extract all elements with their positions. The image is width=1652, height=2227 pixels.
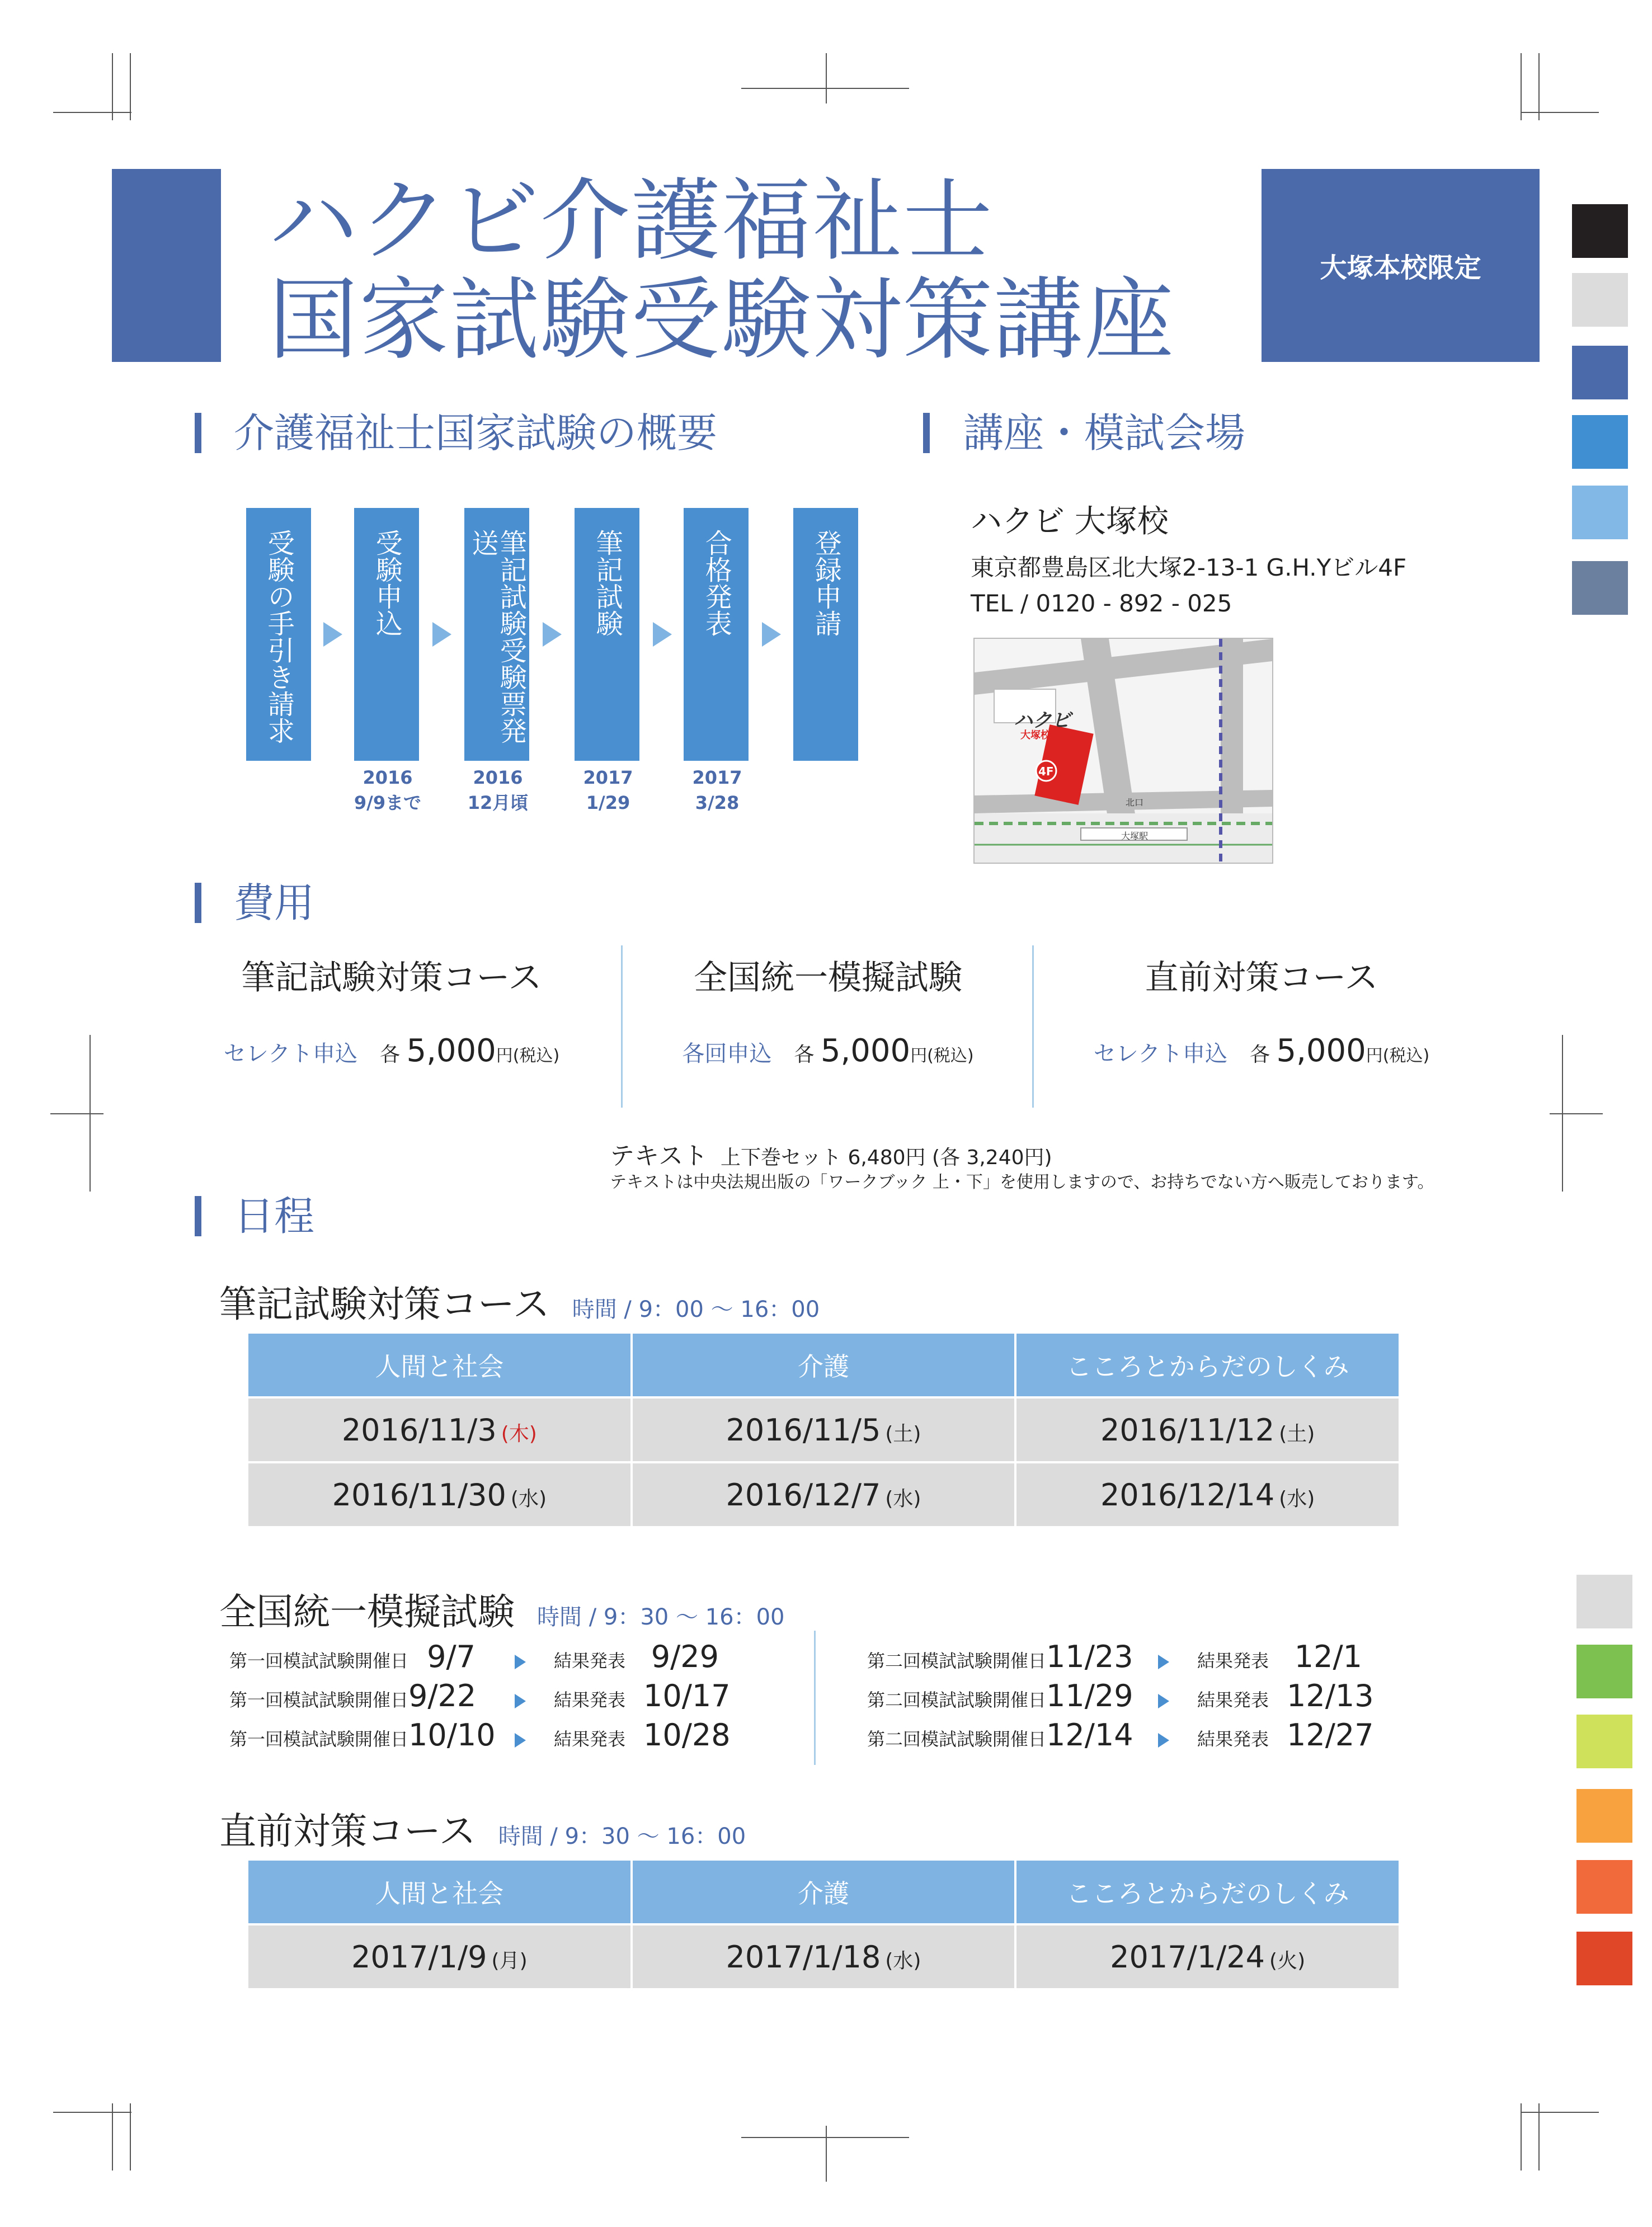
- table-header: こころとからだのしくみ: [1016, 1861, 1399, 1923]
- flow-step-date: 2017 3/28: [692, 767, 742, 813]
- swatch: [1576, 1715, 1632, 1768]
- table-cell: 2017/1/18 (水): [633, 1925, 1015, 1988]
- swatch: [1572, 561, 1628, 615]
- flow-step: 筆記試験受験票発送: [464, 508, 529, 761]
- swatch: [1572, 346, 1628, 399]
- flow-step-date: 2016 12月頃: [467, 767, 529, 813]
- flow-arrow: [762, 622, 781, 647]
- section-marker: [923, 413, 930, 453]
- campus-badge: 大塚本校限定: [1262, 169, 1540, 362]
- flow-arrow: [323, 622, 342, 647]
- table-cell: 2017/1/24 (火): [1016, 1925, 1399, 1988]
- map-exit-label: 北口: [1126, 797, 1144, 808]
- cost-heading: 費用: [234, 879, 315, 926]
- textbook-price: テキスト 上下巻セット 6,480円 (各 3,240円): [610, 1142, 1052, 1170]
- cost-course: 全国統一模擬試験 各回申込 各 5,000円(税込): [621, 951, 1035, 1069]
- table-cell: 2016/11/12 (土): [1016, 1399, 1399, 1461]
- swatch: [1576, 1932, 1632, 1985]
- swatch: [1576, 1575, 1632, 1628]
- table-header: 介護: [633, 1861, 1015, 1923]
- flow-step: 筆記試験: [575, 508, 639, 761]
- section-marker: [195, 883, 201, 923]
- final-course-time: 時間 / 9：30 ～ 16：00: [498, 1824, 746, 1849]
- list-item: 第一回模試試験開催日10/10 結果発表 10/28: [229, 1717, 731, 1753]
- map-station-label: 大塚駅: [1121, 831, 1149, 841]
- flow-step: 受験申込: [354, 508, 419, 761]
- table-header-row: [248, 1334, 1399, 1396]
- section-marker: [195, 1196, 201, 1236]
- venue-name: ハクビ 大塚校: [971, 503, 1169, 540]
- cost-price: 5,000: [1276, 1033, 1366, 1069]
- flow-arrow: [653, 622, 672, 647]
- flow-step: 合格発表: [684, 508, 749, 761]
- table-cell: 2017/1/9 (月): [248, 1925, 630, 1988]
- venue-tel: TEL / 0120 - 892 - 025: [971, 590, 1232, 617]
- overview-heading: 介護福祉士国家試験の概要: [234, 409, 718, 456]
- flow-arrow: [432, 622, 451, 647]
- column-divider: [814, 1631, 816, 1765]
- table-header: 人間と社会: [248, 1861, 630, 1923]
- table-header: 人間と社会: [248, 1334, 630, 1396]
- cost-course-name: 全国統一模擬試験: [694, 958, 962, 997]
- mock-exam-time: 時間 / 9：30 ～ 16：00: [537, 1604, 785, 1630]
- map-school-label: 大塚校: [1020, 729, 1051, 741]
- swatch: [1576, 1645, 1632, 1698]
- table-cell: 2016/11/3 (木): [248, 1399, 630, 1461]
- swatch: [1572, 415, 1628, 469]
- cost-course: 筆記試験対策コース セレクト申込 各 5,000円(税込): [185, 951, 599, 1069]
- venue-map: [973, 638, 1273, 864]
- column-divider: [1032, 945, 1034, 1108]
- swatch: [1572, 273, 1628, 327]
- flow-step-date: 2017 1/29: [583, 767, 633, 813]
- page-title-line1: ハクビ介護福祉士: [269, 168, 994, 273]
- table-row: [248, 1925, 1399, 1988]
- cost-price: 5,000: [406, 1033, 496, 1069]
- cost-course: 直前対策コース セレクト申込 各 5,000円(税込): [1055, 951, 1469, 1069]
- cost-kind: 各回申込: [682, 1041, 772, 1067]
- table-header-row: [248, 1861, 1399, 1923]
- swatch: [1576, 1789, 1632, 1843]
- flow-step: 登録申請: [793, 508, 858, 761]
- written-course-time: 時間 / 9：00 ～ 16：00: [572, 1297, 820, 1322]
- cost-kind: セレクト申込: [223, 1041, 357, 1067]
- swatch: [1572, 204, 1628, 258]
- table-cell: 2016/11/30 (水): [248, 1463, 630, 1526]
- table-cell: 2016/12/7 (水): [633, 1463, 1015, 1526]
- map-floor-label: 4F: [1038, 765, 1054, 778]
- flow-arrow: [543, 622, 562, 647]
- table-row: [248, 1463, 1399, 1526]
- final-course-title: 直前対策コース 時間 / 9：30 ～ 16：00: [219, 1810, 746, 1853]
- textbook-note: テキストは中央法規出版の「ワークブック 上・下」を使用しますので、お持ちでない方へ販売しております。: [610, 1173, 1434, 1192]
- cost-kind: セレクト申込: [1093, 1041, 1227, 1067]
- table-header: こころとからだのしくみ: [1016, 1334, 1399, 1396]
- table-cell: 2016/11/5 (土): [633, 1399, 1015, 1461]
- final-schedule-table: [246, 1858, 1401, 1990]
- page-title-line2: 国家試験受験対策講座: [269, 267, 1175, 372]
- list-item: 第二回模試試験開催日11/29 結果発表 12/13: [867, 1678, 1374, 1713]
- written-course-title: 筆記試験対策コース 時間 / 9：00 ～ 16：00: [219, 1283, 820, 1326]
- cost-course-name: 直前対策コース: [1145, 958, 1378, 997]
- written-schedule-table: [246, 1331, 1401, 1528]
- table-row: [248, 1399, 1399, 1461]
- schedule-heading: 日程: [234, 1193, 315, 1240]
- cost-course-name: 筆記試験対策コース: [241, 958, 542, 997]
- venue-heading: 講座・模試会場: [963, 409, 1246, 456]
- swatch: [1572, 486, 1628, 539]
- list-item: 第二回模試試験開催日12/14 結果発表 12/27: [867, 1717, 1374, 1753]
- flow-step-date: 2016 9/9まで: [354, 767, 422, 813]
- title-accent-bar: [112, 169, 221, 362]
- cost-price: 5,000: [820, 1033, 911, 1069]
- table-cell: 2016/12/14 (水): [1016, 1463, 1399, 1526]
- list-item: 第二回模試試験開催日11/23 結果発表 12/1: [867, 1639, 1362, 1674]
- flow-step: 受験の手引き請求: [246, 508, 311, 761]
- mock-exam-title: 全国統一模擬試験 時間 / 9：30 ～ 16：00: [219, 1590, 785, 1633]
- table-header: 介護: [633, 1334, 1015, 1396]
- map-brand-label: ハクビ: [1014, 709, 1071, 732]
- swatch: [1576, 1860, 1632, 1914]
- list-item: 第一回模試試験開催日 9/7 結果発表 9/29: [229, 1639, 719, 1674]
- list-item: 第一回模試試験開催日9/22 結果発表 10/17: [229, 1678, 731, 1713]
- section-marker: [195, 413, 201, 453]
- venue-address: 東京都豊島区北大塚2-13-1 G.H.Yビル4F: [971, 554, 1407, 581]
